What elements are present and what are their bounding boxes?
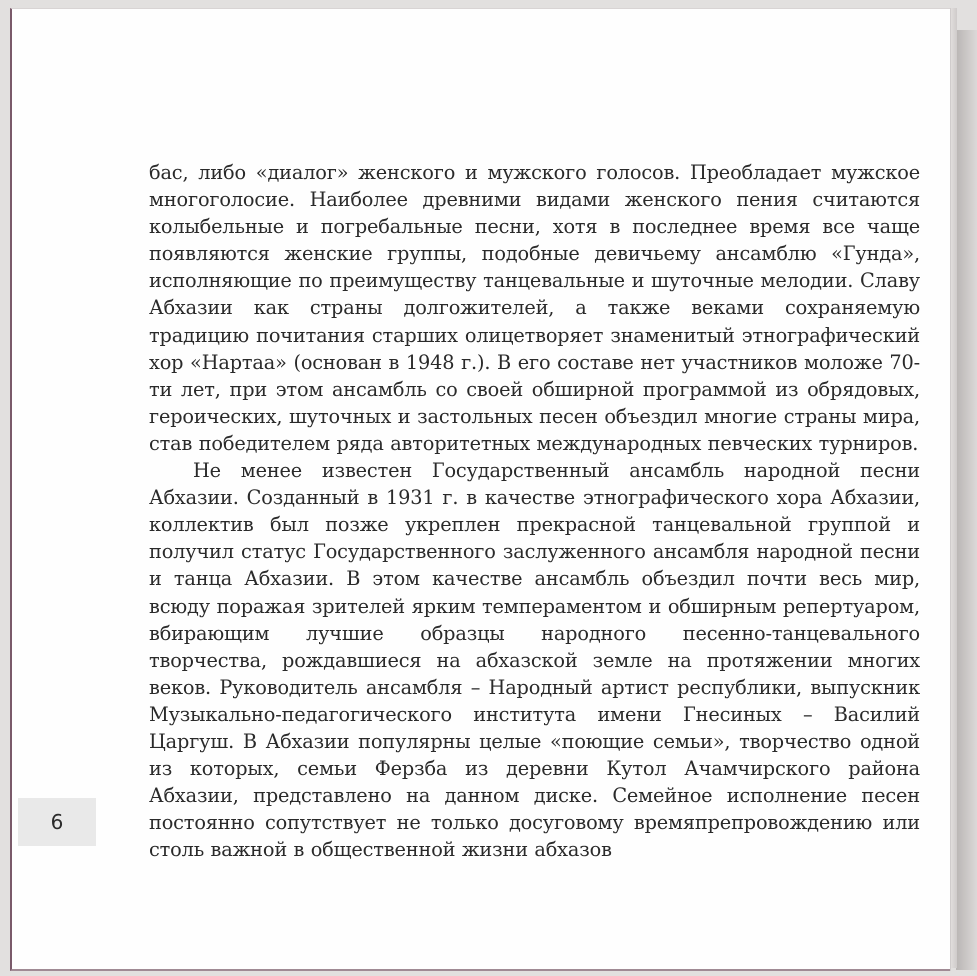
paragraph-2: Не менее известен Государственный ансамбль народной песни Абхазии. Созданный в 1931 г. в качестве этнографического хора Абхазии, коллектив был позже укреплен прекрасной танцевальной группой и получил статус Государственного заслуженного ансамбля народной песни и танца Абхазии. В этом качестве ансамбль объездил почти весь мир, всюду поражая зрителей ярким темпераментом и обширным репертуаром, вбирающим лучшие образцы народного песенно-танцевального творчества, рождавшиеся на абхазской земле на протяжении многих веков. Руководитель ансамбля – Народный артист республики, выпускник Музыкально-педагогического института имени Гнесиных – Василий Царгуш. В Абхазии популярны целые «поющие семьи», творчество одной из которых, семьи Ферзба из деревни Кутол Ачамчирского района Абхазии, представлено на данном диске. Семейное исполнение песен постоянно сопутствует не только досуговому времяпрепровождению или столь важной в общественной жизни абхазов — [149, 459, 920, 862]
spine-shadow — [956, 30, 977, 970]
paragraph-1: бас, либо «диалог» женского и мужского голосов. Преобладает мужское многоголосие. Наиболее древними видами женского пения считаются колыбельные и погребальные песни, хотя в последнее время все чаще появляются женские группы, подобные девичьему ансамблю «Гунда», исполняющие по преимуществу танцевальные и шуточные мелодии. Славу Абхазии как страны долгожителей, а также веками сохраняемую традицию почитания старших олицетворяет знаменитый этнографический хор «Нартаа» (основан в 1948 г.). В его составе нет участников моложе 70-ти лет, при этом ансамбль со своей обширной программой из обрядовых, героических, шуточных и застольных песен объездил многие страны мира, став победителем ряда авторитетных международных певческих турниров. — [149, 161, 920, 455]
page-number-box — [18, 798, 96, 846]
booklet-page — [10, 8, 950, 971]
page-number: 6 — [50, 810, 64, 834]
body-text — [149, 159, 920, 863]
